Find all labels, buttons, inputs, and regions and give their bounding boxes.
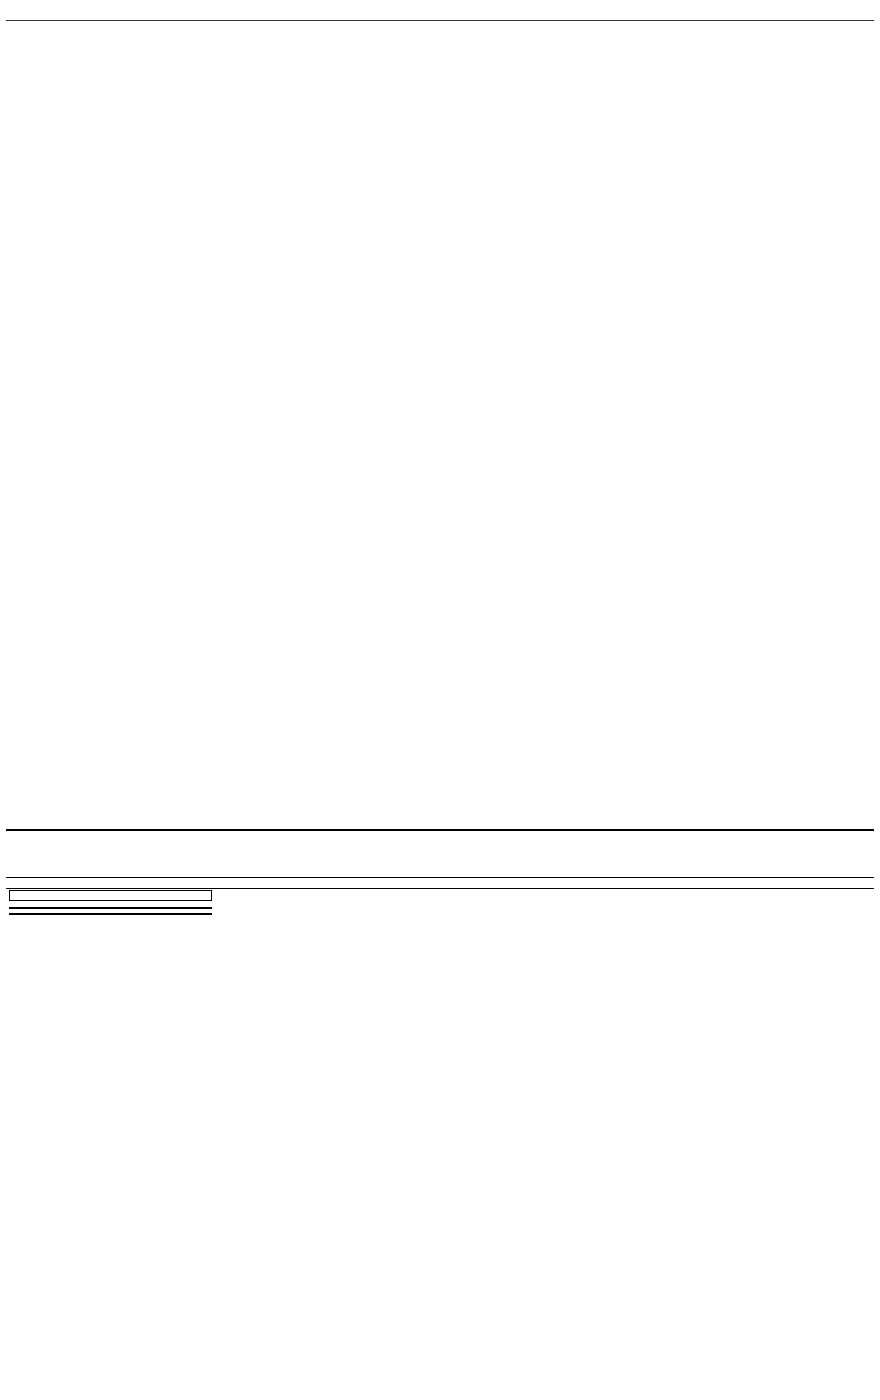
deadline-bar [6, 878, 874, 889]
service-guide-section [6, 889, 874, 1377]
guide-index-box [9, 890, 212, 901]
guide-index-column [6, 889, 215, 1377]
observer-eccentric-logo [9, 907, 212, 915]
guide-banner [6, 831, 874, 878]
page-masthead [6, 4, 874, 21]
classified-section [6, 21, 874, 831]
